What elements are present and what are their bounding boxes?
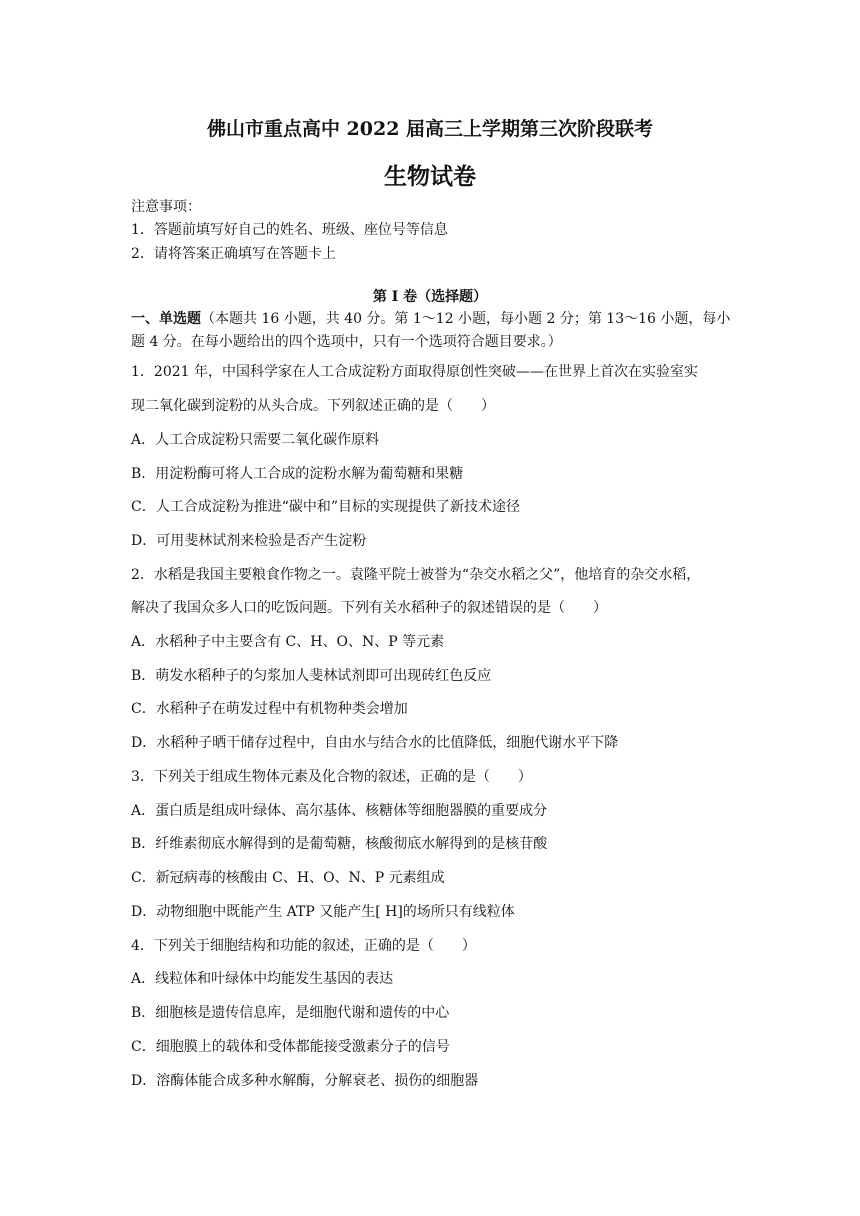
question-stem: 2．水稻是我国主要粮食作物之一。袁隆平院士被誉为“杂交水稻之父”，他培育的杂交水稻， bbox=[131, 567, 701, 583]
question-option: B．纤维素彻底水解得到的是葡萄糖，核酸彻底水解得到的是核苷酸 bbox=[131, 836, 548, 852]
notice-item: 1．答题前填写好自己的姓名、班级、座位号等信息 bbox=[131, 222, 448, 238]
question-option: C．人工合成淀粉为推进“碳中和”目标的实现提供了新技术途径 bbox=[131, 499, 521, 515]
question-option: D．可用斐林试剂来检验是否产生淀粉 bbox=[131, 533, 367, 549]
question-option: C．新冠病毒的核酸由 C、H、O、N、P 元素组成 bbox=[131, 870, 445, 886]
notice-heading: 注意事项： bbox=[131, 199, 201, 215]
question-option: A．水稻种子中主要含有 C、H、O、N、P 等元素 bbox=[131, 634, 445, 650]
question-option: C．水稻种子在萌发过程中有机物种类会增加 bbox=[131, 701, 408, 717]
question-stem: 3．下列关于组成生物体元素及化合物的叙述，正确的是（ ） bbox=[131, 769, 532, 785]
exam-subtitle: 生物试卷 bbox=[384, 163, 476, 190]
question-option: A．蛋白质是组成叶绿体、高尔基体、核糖体等细胞器膜的重要成分 bbox=[131, 803, 548, 819]
question-option: A．线粒体和叶绿体中均能发生基因的表达 bbox=[131, 971, 394, 987]
question-stem: 1．2021 年，中国科学家在人工合成淀粉方面取得原创性突破——在世界上首次在实验室实 bbox=[131, 364, 698, 380]
section-title: 第 I 卷（选择题） bbox=[372, 289, 488, 305]
question-option: A．人工合成淀粉只需要二氧化碳作原料 bbox=[131, 432, 380, 448]
question-option: D．溶酶体能合成多种水解酶，分解衰老、损伤的细胞器 bbox=[131, 1073, 479, 1089]
section-label: 一、单选题 bbox=[131, 311, 201, 327]
question-option: B．萌发水稻种子的匀浆加人斐林试剂即可出现砖红色反应 bbox=[131, 668, 492, 684]
exam-title: 佛山市重点高中 2022 届高三上学期第三次阶段联考 bbox=[206, 118, 654, 140]
section-intro bbox=[131, 308, 731, 354]
question-stem: 解决了我国众多人口的吃饭问题。下列有关水稻种子的叙述错误的是（ ） bbox=[131, 600, 607, 616]
section-desc: （本题共 16 小题，共 40 分。第 1～12 小题，每小题 2 分；第 13～16 小题，每小题 4 分。在每小题给出的四个选项中，只有一个选项符合题目要求。） bbox=[131, 311, 731, 350]
question-option: D．动物细胞中既能产生 ATP 又能产生[ H]的场所只有线粒体 bbox=[131, 904, 515, 920]
question-option: D．水稻种子晒干储存过程中，自由水与结合水的比值降低，细胞代谢水平下降 bbox=[131, 735, 619, 751]
question-option: C．细胞膜上的载体和受体都能接受激素分子的信号 bbox=[131, 1039, 450, 1055]
notice-item: 2．请将答案正确填写在答题卡上 bbox=[131, 246, 336, 262]
question-stem: 现二氧化碳到淀粉的从头合成。下列叙述正确的是（ ） bbox=[131, 398, 495, 414]
question-stem: 4．下列关于细胞结构和功能的叙述，正确的是（ ） bbox=[131, 938, 476, 954]
question-option: B．用淀粉酶可将人工合成的淀粉水解为葡萄糖和果糖 bbox=[131, 466, 464, 482]
question-option: B．细胞核是遗传信息库，是细胞代谢和遗传的中心 bbox=[131, 1005, 450, 1021]
